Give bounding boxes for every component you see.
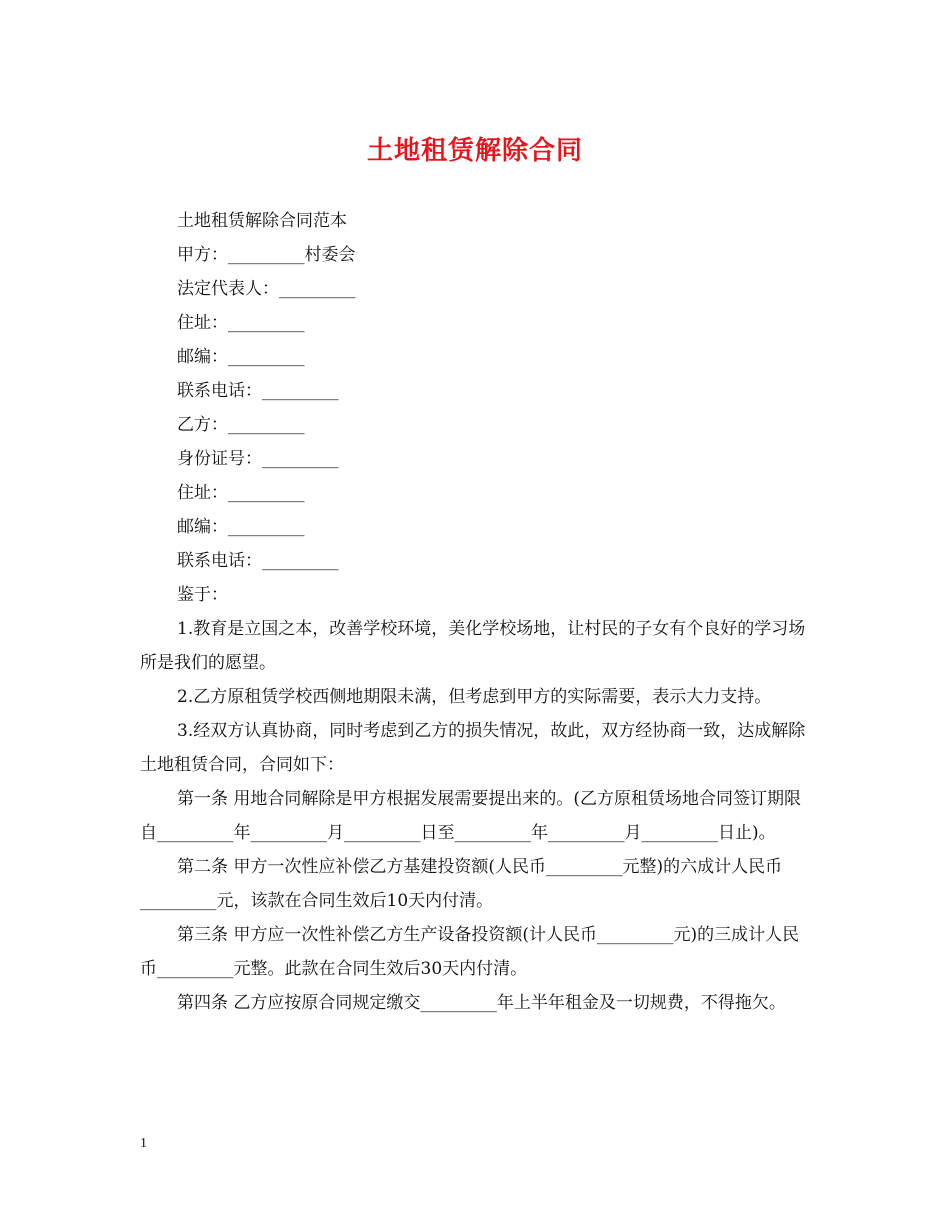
document-title: 土地租赁解除合同 [366,136,583,166]
party-b-address: 住址：_________ [177,483,305,503]
recital-1: 1.教育是立国之本，改善学校环境，美化学校场地，让村民的子女有个良好的学习场所是我们的愿望。 [140,619,806,673]
party-a-address: 住址：_________ [177,313,305,333]
page-number: 1 [140,1136,147,1151]
recital-3: 3.经双方认真协商，同时考虑到乙方的损失情况，故此，双方经协商一致，达成解除土地租赁合同，合同如下： [140,721,806,775]
party-a-phone: 联系电话：_________ [177,381,339,401]
article-2: 第二条 甲方一次性应补偿乙方基建投资额(人民币_________元整)的六成计人民币_________元，该款在合同生效后10天内付清。 [140,857,783,911]
party-a-postcode: 邮编：_________ [177,347,305,367]
party-b-id-number: 身份证号：_________ [177,449,339,469]
document-body [140,204,812,1020]
doc-subtitle: 土地租赁解除合同范本 [177,211,347,231]
party-a-legal-representative: 法定代表人：_________ [177,279,356,299]
party-a: 甲方：_________村委会 [177,245,356,265]
article-4: 第四条 乙方应按原合同规定缴交_________年上半年租金及一切规费，不得拖欠。 [177,993,786,1013]
article-1: 第一条 用地合同解除是甲方根据发展需要提出来的。(乙方原租赁场地合同签订期限自_________年_________月_________日至_________年_________月_________日止)。 [140,789,802,843]
party-b: 乙方：_________ [177,415,305,435]
article-3: 第三条 甲方应一次性补偿乙方生产设备投资额(计人民币_________元)的三成计人民币_________元整。此款在合同生效后30天内付清。 [140,925,800,979]
party-b-postcode: 邮编：_________ [177,517,305,537]
recital-2: 2.乙方原租赁学校西侧地期限未满，但考虑到甲方的实际需要，表示大力支持。 [177,687,772,707]
whereas-label: 鉴于： [177,585,228,605]
party-b-phone: 联系电话：_________ [177,551,339,571]
